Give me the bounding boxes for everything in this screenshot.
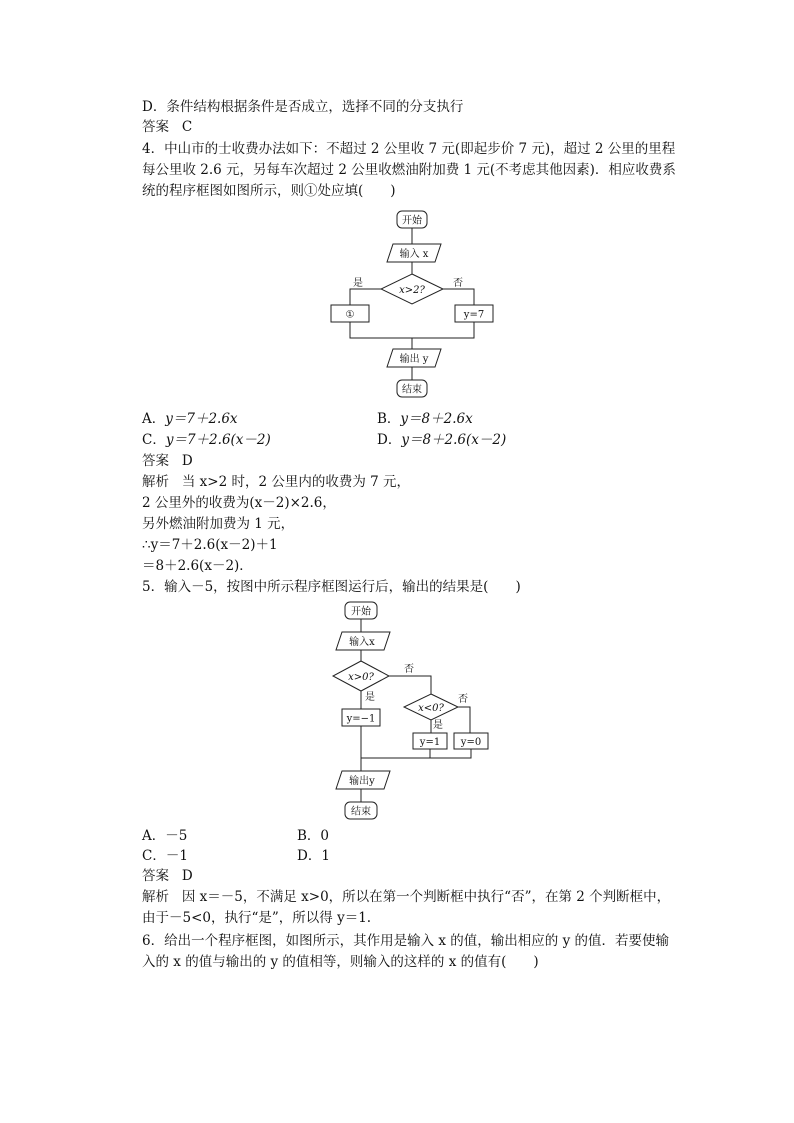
answer-label: 答案	[142, 119, 169, 135]
answer-label: 答案	[142, 868, 169, 884]
q5-yes2-label: 是	[433, 720, 443, 731]
q4-end-text: 结束	[402, 384, 422, 396]
q4-blank-text: ①	[345, 309, 355, 321]
option-text: y＝8＋2.6(x－2)	[401, 432, 507, 448]
q4-analysis-line5: ＝8＋2.6(x－2)．	[142, 558, 253, 574]
q5-input-text: 输入x	[349, 637, 375, 648]
answer-value: C	[181, 119, 193, 135]
q5-option-c	[142, 846, 188, 866]
q5-stem: 5．输入－5，按图中所示程序框图运行后，输出的结果是( )	[142, 579, 521, 595]
option-text: y＝7＋2.6(x－2)	[165, 432, 271, 448]
q5-analysis-line2: 由于－5<0，执行“是”，所以得 y＝1.	[142, 910, 372, 926]
answer-value: D	[181, 453, 193, 469]
q5-option-b	[297, 826, 329, 846]
option-text: y＝7＋2.6x	[165, 411, 238, 427]
q5-assign1-text: y=−1	[346, 713, 376, 725]
q5-option-a	[142, 826, 187, 846]
option-text: 1	[321, 848, 330, 864]
q5-cond1-text: x>0?	[348, 672, 374, 683]
q5-answer	[142, 866, 193, 886]
q4-output-text: 输出 y	[399, 354, 429, 365]
q5-no1-edge	[389, 676, 431, 694]
q5-no2-label: 否	[458, 694, 468, 705]
q4-assign-text: y=7	[463, 309, 485, 321]
option-letter: C．	[142, 432, 166, 448]
q5-analysis-line1	[142, 887, 670, 907]
analysis-text: 当 x>2 时，2 公里内的收费为 7 元，	[181, 474, 411, 490]
option-text: －5	[165, 828, 188, 844]
q4-condition-text: x>2?	[399, 285, 425, 296]
option-text: 0	[320, 828, 330, 844]
q4-stem-line3: 统的程序框图如图所示，则①处应填( )	[142, 183, 396, 199]
option-letter: A．	[142, 411, 166, 427]
q4-input-text: 输入 x	[399, 249, 429, 260]
q5-yes1-label: 是	[365, 692, 375, 703]
q5-merge-right	[430, 749, 471, 758]
q3-option-d: D．条件结构根据条件是否成立，选择不同的分支执行	[142, 99, 464, 115]
q6-stem-line2: 入的 x 的值与输出的 y 的值相等，则输入的这样的 x 的值有( )	[142, 954, 539, 970]
option-letter: D．	[297, 848, 322, 864]
option-text: y＝8＋2.6x	[400, 411, 473, 427]
q5-cond2-text: x<0?	[418, 703, 444, 714]
option-letter: C．	[142, 848, 166, 864]
option-letter: D．	[377, 432, 402, 448]
q4-stem-line2: 每公里收 2.6 元，另每车次超过 2 公里收燃油附加费 1 元(不考虑其他因素)．相应收费系	[142, 162, 676, 178]
q5-no2-edge	[458, 707, 470, 733]
q4-yes-label: 是	[353, 278, 363, 289]
q5-assign3-text: y=0	[460, 737, 482, 748]
q4-start-text: 开始	[402, 215, 422, 227]
q4-analysis-line4: ∴y＝7＋2.6(x－2)＋1	[142, 537, 278, 553]
q5-start-text: 开始	[351, 606, 371, 618]
q5-output-text: 输出y	[349, 776, 375, 787]
analysis-label: 解析	[142, 474, 169, 490]
q4-analysis-line3: 另外燃油附加费为 1 元，	[142, 516, 295, 532]
analysis-label: 解析	[142, 889, 169, 905]
q6-stem-line1: 6．给出一个程序框图，如图所示，其作用是输入 x 的值，输出相应的 y 的值．若要使输	[142, 933, 669, 949]
option-letter: B．	[377, 411, 401, 427]
q5-end-text: 结束	[351, 806, 371, 818]
q5-no1-label: 否	[404, 664, 414, 675]
answer-label: 答案	[142, 453, 169, 469]
q5-assign2-text: y=1	[419, 737, 441, 748]
q5-option-d	[297, 846, 330, 866]
answer-value: D	[181, 868, 193, 884]
q4-stem-line1: 4．中山市的士收费办法如下：不超过 2 公里收 7 元(即起步价 7 元)，超过 2 公里的里程	[142, 141, 676, 157]
option-text: －1	[165, 848, 188, 864]
option-letter: A．	[142, 828, 166, 844]
analysis-text: 因 x＝－5，不满足 x>0，所以在第一个判断框中执行“否”，在第 2 个判断框中，	[181, 889, 671, 905]
q4-analysis-line2: 2 公里外的收费为(x－2)×2.6，	[142, 495, 336, 511]
q4-no-label: 否	[453, 278, 463, 289]
option-letter: B．	[297, 828, 321, 844]
